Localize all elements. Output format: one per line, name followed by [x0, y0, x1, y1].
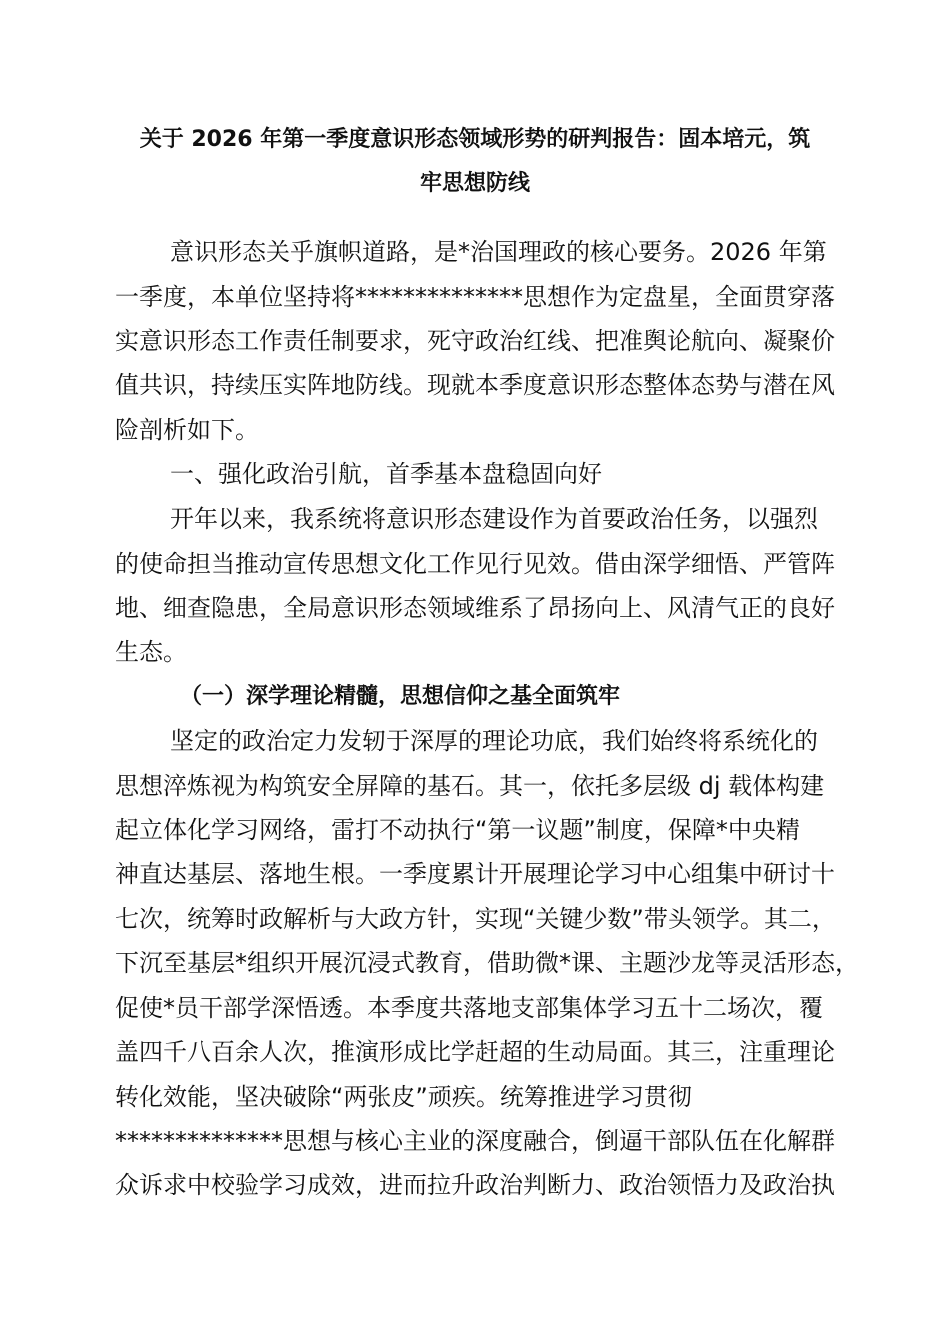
paragraph-line: **************思想与核心主业的深度融合，倒逼干部队伍在化解群	[115, 1127, 835, 1155]
paragraph-line: 的使命担当推动宣传思想文化工作见行见效。借由深学细悟、严管阵	[115, 550, 835, 578]
paragraph-line: 盖四千八百余人次，推演形成比学赶超的生动局面。其三，注重理论	[115, 1038, 835, 1066]
subsection-heading: （一）深学理论精髓，思想信仰之基全面筑牢	[180, 684, 621, 709]
section-heading: 一、强化政治引航，首季基本盘稳固向好	[170, 460, 602, 488]
paragraph-line: 思想淬炼视为构筑安全屏障的基石。其一，依托多层级 dj 载体构建	[115, 772, 825, 800]
paragraph-line: 值共识，持续压实阵地防线。现就本季度意识形态整体态势与潜在风	[115, 371, 835, 399]
title-line: 关于 2026 年第一季度意识形态领域形势的研判报告：固本培元，筑	[139, 127, 811, 152]
paragraph-line: 七次，统筹时政解析与大政方针，实现“关键少数”带头领学。其二，	[115, 905, 836, 933]
paragraph-line: 实意识形态工作责任制要求，死守政治红线、把准舆论航向、凝聚价	[115, 327, 835, 355]
paragraph-line: 促使*员干部学深悟透。本季度共落地支部集体学习五十二场次，覆	[115, 994, 823, 1022]
title-line: 牢思想防线	[419, 171, 530, 196]
paragraph-line: 生态。	[115, 638, 187, 666]
paragraph-line: 神直达基层、落地生根。一季度累计开展理论学习中心组集中研讨十	[115, 860, 835, 888]
paragraph-line: 坚定的政治定力发轫于深厚的理论功底，我们始终将系统化的	[170, 727, 818, 755]
paragraph-line: 转化效能，坚决破除“两张皮”顽疾。统筹推进学习贯彻	[115, 1083, 692, 1111]
paragraph-line: 意识形态关乎旗帜道路，是*治国理政的核心要务。2026 年第	[170, 238, 827, 266]
paragraph-line: 众诉求中校验学习成效，进而拉升政治判断力、政治领悟力及政治执	[115, 1171, 835, 1199]
paragraph-line: 地、细查隐患，全局意识形态领域维系了昂扬向上、风清气正的良好	[115, 594, 835, 622]
paragraph-line: 一季度，本单位坚持将**************思想作为定盘星，全面贯穿落	[115, 283, 835, 311]
paragraph-line: 起立体化学习网络，雷打不动执行“第一议题”制度，保障*中央精	[115, 816, 800, 844]
paragraph-line: 下沉至基层*组织开展沉浸式教育，借助微*课、主题沙龙等灵活形态，	[115, 949, 859, 977]
paragraph-line: 开年以来，我系统将意识形态建设作为首要政治任务，以强烈	[170, 505, 818, 533]
paragraph-line: 险剖析如下。	[115, 416, 259, 444]
